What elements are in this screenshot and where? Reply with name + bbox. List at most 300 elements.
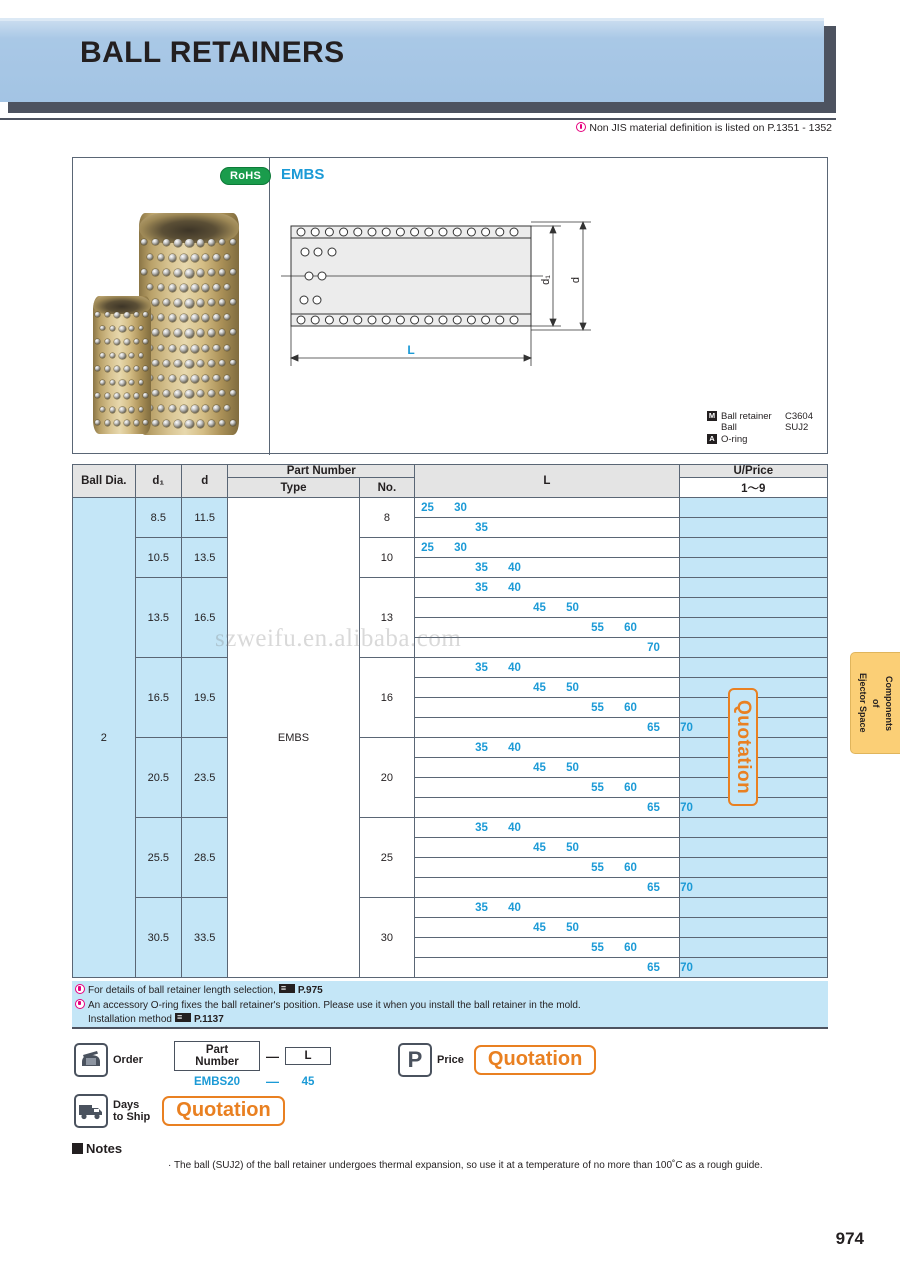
cell-L <box>415 738 679 758</box>
cell-type: EMBS <box>228 498 359 978</box>
ball-dot <box>143 312 148 317</box>
page-ref: P.975 <box>297 985 323 996</box>
ball-dot <box>95 312 100 317</box>
side-tab-line3: Ejector Space <box>858 673 868 733</box>
ball-dot <box>197 390 205 398</box>
cell-price <box>679 578 827 598</box>
cell-d: 33.5 <box>182 898 228 978</box>
ball-dot <box>191 405 199 413</box>
cell-d: 19.5 <box>182 658 228 738</box>
side-tab-label <box>856 673 895 733</box>
cell-L <box>415 718 693 738</box>
info-dot-icon <box>576 122 586 132</box>
ball-dot <box>224 284 230 290</box>
days-line1: Days <box>113 1099 140 1111</box>
L-value: 50 <box>566 601 579 614</box>
L-value: 65 <box>647 721 660 734</box>
ball-dot <box>105 420 110 425</box>
ball-dot <box>219 239 225 245</box>
cell-price <box>679 638 827 658</box>
ball-dot <box>114 312 120 318</box>
price-p-icon <box>398 1043 432 1077</box>
th-no: No. <box>359 478 415 498</box>
ball-dot <box>169 405 176 412</box>
price-label: Price <box>437 1054 464 1066</box>
notes-title-text: Notes <box>86 1141 123 1156</box>
page-header <box>0 18 836 113</box>
ball-dot <box>230 360 236 366</box>
table-note-text: An accessory O-ring fixes the ball retainer's position. Please use it when you install the ball retainer in the mold. <box>88 999 581 1011</box>
drawing-ball <box>382 316 390 324</box>
drawing-ball <box>425 316 433 324</box>
cell-d1: 10.5 <box>135 538 181 578</box>
ball-dot <box>119 326 125 332</box>
ball-dot <box>114 393 120 399</box>
ball-dot <box>143 366 148 371</box>
ball-dot <box>163 269 170 276</box>
ball-dot <box>169 345 176 352</box>
L-value: 40 <box>508 901 521 914</box>
drawing-ball <box>439 316 447 324</box>
drawing-ball <box>453 316 461 324</box>
L-value: 65 <box>647 961 660 974</box>
ball-dot <box>95 420 100 425</box>
L-value: 50 <box>566 921 579 934</box>
ball-dot <box>208 390 215 397</box>
ball-dot <box>163 329 170 336</box>
truck-icon <box>74 1094 108 1128</box>
ball-dot <box>197 360 205 368</box>
drawing-ball <box>311 316 319 324</box>
ball-dot <box>152 239 158 245</box>
cell-d: 16.5 <box>182 578 228 658</box>
drawing-ball <box>467 228 475 236</box>
cell-d1: 8.5 <box>135 498 181 538</box>
L-value: 55 <box>591 861 604 874</box>
ball-retainer-small <box>93 296 151 434</box>
ball-dot <box>129 407 135 413</box>
ball-dot <box>197 269 205 277</box>
L-value: 70 <box>680 801 693 814</box>
ball-dot <box>152 420 158 426</box>
ball-dot <box>147 284 153 290</box>
ball-dot <box>105 393 110 398</box>
L-value: 60 <box>624 941 637 954</box>
L-value: 30 <box>454 501 467 514</box>
L-value: 25 <box>421 501 434 514</box>
ball-dot <box>174 390 182 398</box>
material-legend <box>707 411 813 446</box>
drawing-ball <box>301 248 309 256</box>
L-value: 65 <box>647 881 660 894</box>
ball-dot <box>197 299 205 307</box>
ball-dot <box>119 407 125 413</box>
L-value: 40 <box>508 741 521 754</box>
ball-dot <box>224 345 230 351</box>
table-row <box>73 658 828 678</box>
ball-dot <box>191 375 199 383</box>
cell-d1: 16.5 <box>135 658 181 738</box>
technical-drawing <box>281 208 721 388</box>
L-value: 45 <box>533 761 546 774</box>
cell-price <box>679 938 827 958</box>
ball-dot <box>158 405 165 412</box>
cell-no: 10 <box>359 538 415 578</box>
ball-dot <box>124 393 130 399</box>
dim-L-label: L <box>407 343 415 357</box>
page-title: BALL RETAINERS <box>80 36 345 69</box>
ball-dot <box>174 420 182 428</box>
separator-dash: — <box>266 1074 279 1089</box>
L-value: 70 <box>680 881 693 894</box>
table-notes-band <box>72 981 828 1029</box>
l-value: 45 <box>301 1075 315 1088</box>
ball-dot <box>134 312 139 317</box>
header-rule <box>0 118 836 120</box>
cell-L <box>415 698 679 718</box>
drawing-ball <box>297 316 305 324</box>
ball-dot <box>100 407 105 412</box>
cell-price <box>679 838 827 858</box>
L-value: 40 <box>508 821 521 834</box>
material-row <box>707 422 813 434</box>
cell-L <box>415 678 679 698</box>
table-row <box>73 818 828 838</box>
cell-d1: 30.5 <box>135 898 181 978</box>
material-row <box>707 434 813 446</box>
ball-dot <box>139 353 144 358</box>
ball-dot <box>174 360 182 368</box>
ball-dot <box>219 269 225 275</box>
notes-body <box>168 1159 828 1173</box>
cell-L <box>415 958 693 978</box>
cell-d: 23.5 <box>182 738 228 818</box>
cell-d1: 25.5 <box>135 818 181 898</box>
ball-dot <box>139 326 144 331</box>
ball-dot <box>152 360 158 366</box>
table-row <box>73 578 828 598</box>
drawing-ball <box>396 316 404 324</box>
cell-L <box>415 758 679 778</box>
cell-d: 28.5 <box>182 818 228 898</box>
L-value: 35 <box>475 821 488 834</box>
drawing-ball <box>325 228 333 236</box>
side-tab-line2: of <box>871 698 881 708</box>
note-bullet: · <box>168 1160 172 1171</box>
ball-dot <box>110 326 116 332</box>
ball-dot <box>169 314 176 321</box>
material-spec: SUJ2 <box>785 422 809 433</box>
drawing-ball <box>396 228 404 236</box>
L-value: 55 <box>591 941 604 954</box>
L-value: 60 <box>624 781 637 794</box>
ball-dot <box>143 339 148 344</box>
table-body <box>73 498 828 978</box>
drawing-ball <box>425 228 433 236</box>
ball-dot <box>208 269 215 276</box>
drawing-ball <box>467 316 475 324</box>
ball-dot <box>158 284 165 291</box>
cell-L <box>415 938 679 958</box>
ball-dot <box>124 312 130 318</box>
material-name: Ball retainer <box>721 410 772 422</box>
ball-dot <box>230 420 236 426</box>
cell-no: 13 <box>359 578 415 658</box>
table-head <box>73 465 828 498</box>
ball-dot <box>208 299 215 306</box>
material-badge-m: M <box>708 410 716 420</box>
side-tab-ejector-space[interactable] <box>850 652 900 754</box>
l-box[interactable]: L <box>285 1047 331 1065</box>
ball-dot <box>191 284 199 292</box>
ball-dot <box>129 326 135 332</box>
ball-dot <box>213 375 220 382</box>
L-value: 50 <box>566 681 579 694</box>
ball-dot <box>191 345 199 353</box>
watermark: szweifu.en.alibaba.com <box>215 625 462 652</box>
cell-L <box>415 558 679 578</box>
ball-dot <box>224 314 230 320</box>
ball-dot <box>219 329 225 335</box>
drawing-ball <box>411 316 419 324</box>
cell-L <box>415 898 679 918</box>
ball-dot <box>169 254 176 261</box>
ball-dot <box>105 312 110 317</box>
table-note <box>75 999 828 1014</box>
ball-dot <box>180 254 188 262</box>
cell-no: 25 <box>359 818 415 898</box>
ball-dot <box>185 360 193 368</box>
ball-dot <box>95 393 100 398</box>
ball-dot <box>180 405 188 413</box>
L-value: 70 <box>680 721 693 734</box>
cell-d: 13.5 <box>182 538 228 578</box>
drawing-ball <box>439 228 447 236</box>
ball-dot <box>139 407 144 412</box>
L-value: 35 <box>475 521 488 534</box>
ball-dot <box>202 345 209 352</box>
th-ball-dia: Ball Dia. <box>73 465 136 498</box>
material-row <box>707 411 813 423</box>
order-label: Order <box>113 1054 143 1066</box>
ball-dot <box>143 420 148 425</box>
drawing-ball <box>411 228 419 236</box>
ball-dot <box>124 339 130 345</box>
ball-dot <box>134 393 139 398</box>
drawing-ball <box>311 228 319 236</box>
cell-price <box>679 858 827 878</box>
cell-d: 11.5 <box>182 498 228 538</box>
L-value: 35 <box>475 901 488 914</box>
ball-dot <box>163 390 170 397</box>
ball-dot <box>202 284 209 291</box>
ball-dot <box>174 269 182 277</box>
ball-dot <box>169 375 176 382</box>
ball-dot <box>185 329 193 337</box>
order-row <box>74 1043 143 1077</box>
ball-dot <box>139 380 144 385</box>
ball-dot <box>110 380 116 386</box>
L-value: 60 <box>624 861 637 874</box>
dim-d1-label: d₁ <box>540 275 552 285</box>
product-panel <box>72 157 828 454</box>
L-value: 35 <box>475 581 488 594</box>
L-value: 45 <box>533 921 546 934</box>
table-row <box>73 738 828 758</box>
cell-price <box>679 558 827 578</box>
drawing-ball <box>340 316 348 324</box>
ball-dot <box>169 284 176 291</box>
ball-dot <box>141 239 147 245</box>
ball-dot <box>114 420 120 426</box>
L-value: 50 <box>566 761 579 774</box>
cell-no: 8 <box>359 498 415 538</box>
notes-heading <box>72 1141 122 1156</box>
ball-dot <box>174 329 182 337</box>
ball-dot <box>208 360 215 367</box>
drawing-ball <box>382 228 390 236</box>
ball-dot <box>110 353 116 359</box>
ball-dot <box>197 329 205 337</box>
ball-dot <box>152 299 158 305</box>
th-L: L <box>415 465 679 498</box>
book-ref-icon <box>279 984 295 993</box>
ball-dot <box>129 353 135 359</box>
drawing-ball <box>318 272 326 280</box>
ball-dot <box>185 299 193 307</box>
cell-L <box>415 578 679 598</box>
ball-dot <box>202 254 209 261</box>
L-value: 45 <box>533 841 546 854</box>
drawing-ball <box>300 296 308 304</box>
ball-dot <box>213 254 220 261</box>
ball-dot <box>202 405 209 412</box>
L-value: 40 <box>508 661 521 674</box>
price-icon-letter: P <box>407 1047 423 1072</box>
ball-dot <box>158 345 165 352</box>
ball-dot <box>213 405 220 412</box>
ball-dot <box>197 239 205 247</box>
order-partnumber-block <box>174 1041 331 1089</box>
table-row <box>73 898 828 918</box>
ball-dot <box>163 239 170 246</box>
specification-table <box>72 464 828 978</box>
phone-icon <box>74 1043 108 1077</box>
ball-dot <box>219 420 225 426</box>
ball-dot <box>124 420 130 426</box>
drawing-ball <box>368 228 376 236</box>
dim-d-label: d <box>570 276 582 284</box>
cell-L <box>415 518 679 538</box>
drawing-ball <box>340 228 348 236</box>
L-value: 35 <box>475 561 488 574</box>
drawing-ball <box>368 316 376 324</box>
cell-L <box>415 618 679 638</box>
ball-dot <box>114 366 120 372</box>
cell-no: 20 <box>359 738 415 818</box>
cell-L <box>415 838 679 858</box>
rohs-badge: RoHS <box>220 167 271 185</box>
material-badge-a: A <box>707 434 717 444</box>
th-u-price: U/Price <box>679 465 827 478</box>
ball-dot <box>191 314 199 322</box>
ball-dot <box>185 420 193 428</box>
ball-dot <box>95 366 100 371</box>
ball-dot <box>180 345 188 353</box>
cell-L <box>415 818 679 838</box>
cell-price <box>679 498 827 518</box>
days-line2: to Ship <box>113 1111 151 1123</box>
ball-dot <box>158 314 165 321</box>
cell-price <box>679 618 827 638</box>
ball-dot <box>219 360 225 366</box>
L-value: 55 <box>591 621 604 634</box>
ball-dot <box>180 314 188 322</box>
L-value: 40 <box>508 581 521 594</box>
ball-dot <box>230 390 236 396</box>
table-row <box>73 538 828 558</box>
ball-dot <box>224 405 230 411</box>
part-number-box[interactable]: Part Number <box>174 1041 260 1071</box>
table-header-row-1 <box>73 465 828 478</box>
ball-dot <box>180 284 188 292</box>
material-name: Ball <box>721 422 737 433</box>
cell-d1: 13.5 <box>135 578 181 658</box>
cell-L <box>415 638 679 658</box>
ball-dot <box>105 339 110 344</box>
L-value: 65 <box>647 801 660 814</box>
ball-array-small <box>93 296 151 434</box>
cell-L <box>415 658 679 678</box>
L-value: 30 <box>454 541 467 554</box>
days-quotation-value: Quotation <box>162 1096 284 1126</box>
side-tab-line1: Components <box>884 675 894 731</box>
drawing-ball <box>496 316 504 324</box>
drawing-ball <box>510 228 518 236</box>
ball-dot <box>163 299 170 306</box>
ball-dot <box>224 375 230 381</box>
cell-L <box>415 918 679 938</box>
separator-dash: — <box>266 1048 279 1064</box>
L-value: 70 <box>680 961 693 974</box>
ball-retainer-large <box>139 213 239 435</box>
cell-L <box>415 798 693 818</box>
ball-dot <box>230 269 236 275</box>
cell-price <box>679 918 827 938</box>
drawing-ball <box>297 228 305 236</box>
drawing-ball <box>482 316 490 324</box>
ball-dot <box>219 390 225 396</box>
ball-dot <box>208 239 215 246</box>
ball-dot <box>134 339 139 344</box>
product-photo <box>91 208 263 438</box>
jis-note-text: Non JIS material definition is listed on P.1351 - 1352 <box>589 122 832 134</box>
ball-dot <box>95 339 100 344</box>
ball-dot <box>213 284 220 291</box>
ball-dot <box>230 299 236 305</box>
ball-dot <box>185 390 193 398</box>
square-bullet-icon <box>72 1143 83 1154</box>
L-value: 60 <box>624 621 637 634</box>
part-number-value: EMBS20 <box>193 1075 241 1088</box>
drawing-ball <box>482 228 490 236</box>
L-value: 40 <box>508 561 521 574</box>
ball-dot <box>213 314 220 321</box>
cell-price <box>679 518 827 538</box>
price-quotation-value: Quotation <box>474 1045 596 1075</box>
ball-dot <box>180 375 188 383</box>
cell-price <box>679 818 827 838</box>
